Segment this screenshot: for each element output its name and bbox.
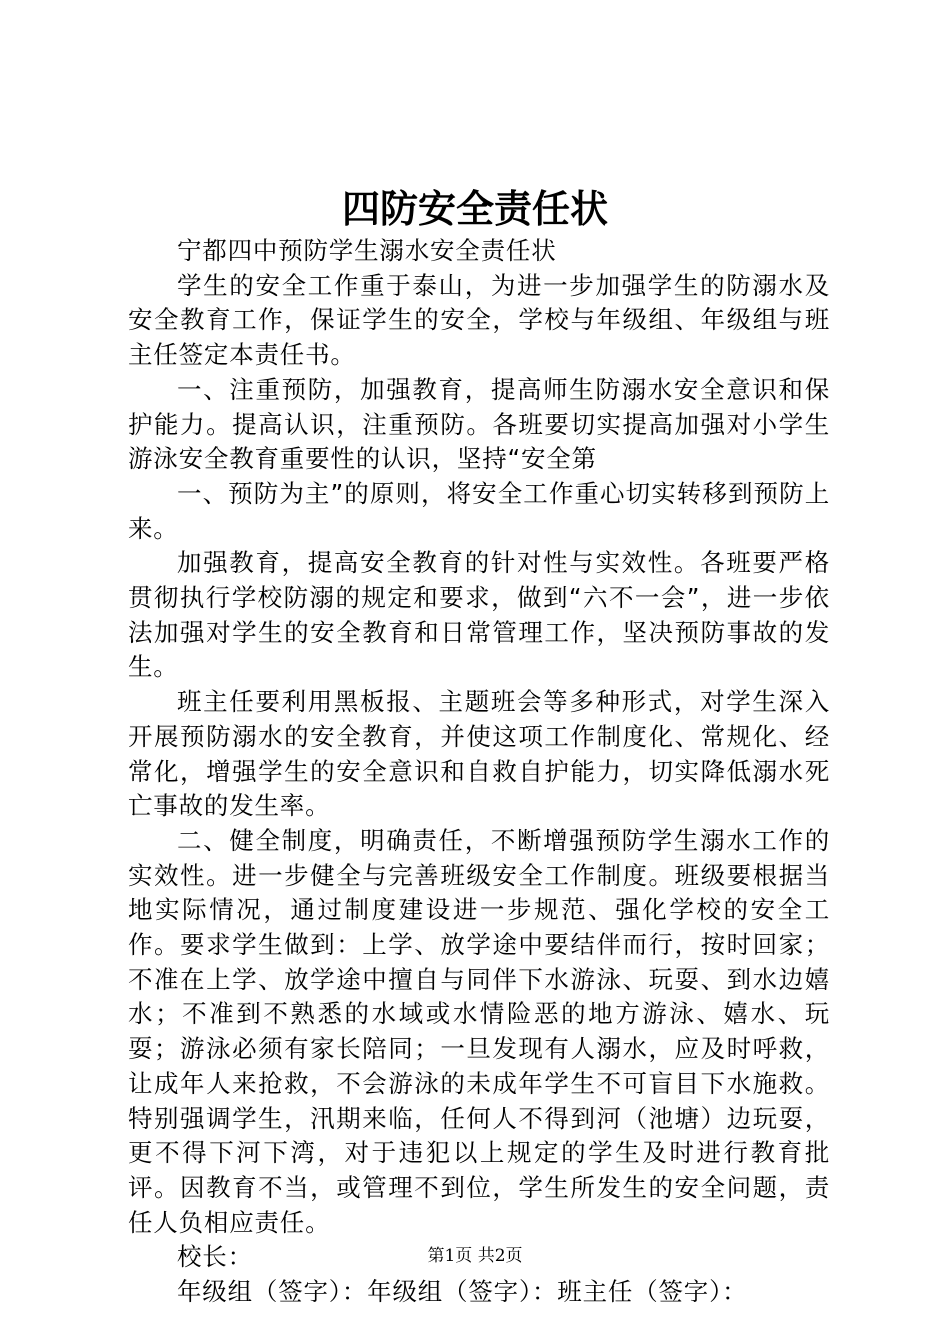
paragraph-intro: 学生的安全工作重于泰山，为进一步加强学生的防溺水及安全教育工作，保证学生的安全，学校与年级组、年级组与班主任签定本责任书。 bbox=[128, 270, 830, 370]
paragraph-head-teacher: 班主任要利用黑板报、主题班会等多种形式，对学生深入开展预防溺水的安全教育，并使这项工作制度化、常规化、经常化，增强学生的安全意识和自救自护能力，切实降低溺水死亡事故的发生率。 bbox=[128, 687, 830, 821]
signature-line: 年级组（签字）：年级组（签字）：班主任（签字）： bbox=[177, 1277, 748, 1307]
paragraph-subtitle: 宁都四中预防学生溺水安全责任状 bbox=[177, 236, 557, 265]
document-body bbox=[128, 234, 830, 1310]
document-title: 四防安全责任状 bbox=[341, 186, 608, 231]
paragraph-section-one: 一、注重预防，加强教育，提高师生防溺水安全意识和保护能力。提高认识，注重预防。各班要切实提高加强对小学生游泳安全教育重要性的认识，坚持“安全第 bbox=[128, 374, 830, 474]
paragraph-section-two: 二、健全制度，明确责任，不断增强预防学生溺水工作的实效性。进一步健全与完善班级安全工作制度。班级要根据当地实际情况，通过制度建设进一步规范、强化学校的安全工作。要求学生做到：上学、放学途中要结伴而行，按时回家；不准在上学、放学途中擅自与同伴下水游泳、玩耍、到水边嬉水；不准到不熟悉的水域或水情险恶的地方游泳、嬉水、玩耍；游泳必须有家长陪同；一旦发现有人溺水，应及时呼救，让成年人来抢救，不会游泳的未成年学生不可盲目下水施救。特别强调学生，汛期来临，任何人不得到河（池塘）边玩耍，更不得下河下湾，对于违犯以上规定的学生及时进行教育批评。因教育不当，或管理不到位，学生所发生的安全问题，责任人负相应责任。 bbox=[128, 825, 830, 1237]
signature-principal: 校长： bbox=[177, 1242, 253, 1272]
page-number: 第1页 共2页 bbox=[427, 1246, 523, 1266]
paragraph-education: 加强教育，提高安全教育的针对性与实效性。各班要严格贯彻执行学校防溺的规定和要求，做到“六不一会”，进一步依法加强对学生的安全教育和日常管理工作，坚决预防事故的发生。 bbox=[128, 548, 830, 682]
paragraph-section-one-cont: 一、预防为主”的原则，将安全工作重心切实转移到预防上来。 bbox=[128, 478, 830, 543]
